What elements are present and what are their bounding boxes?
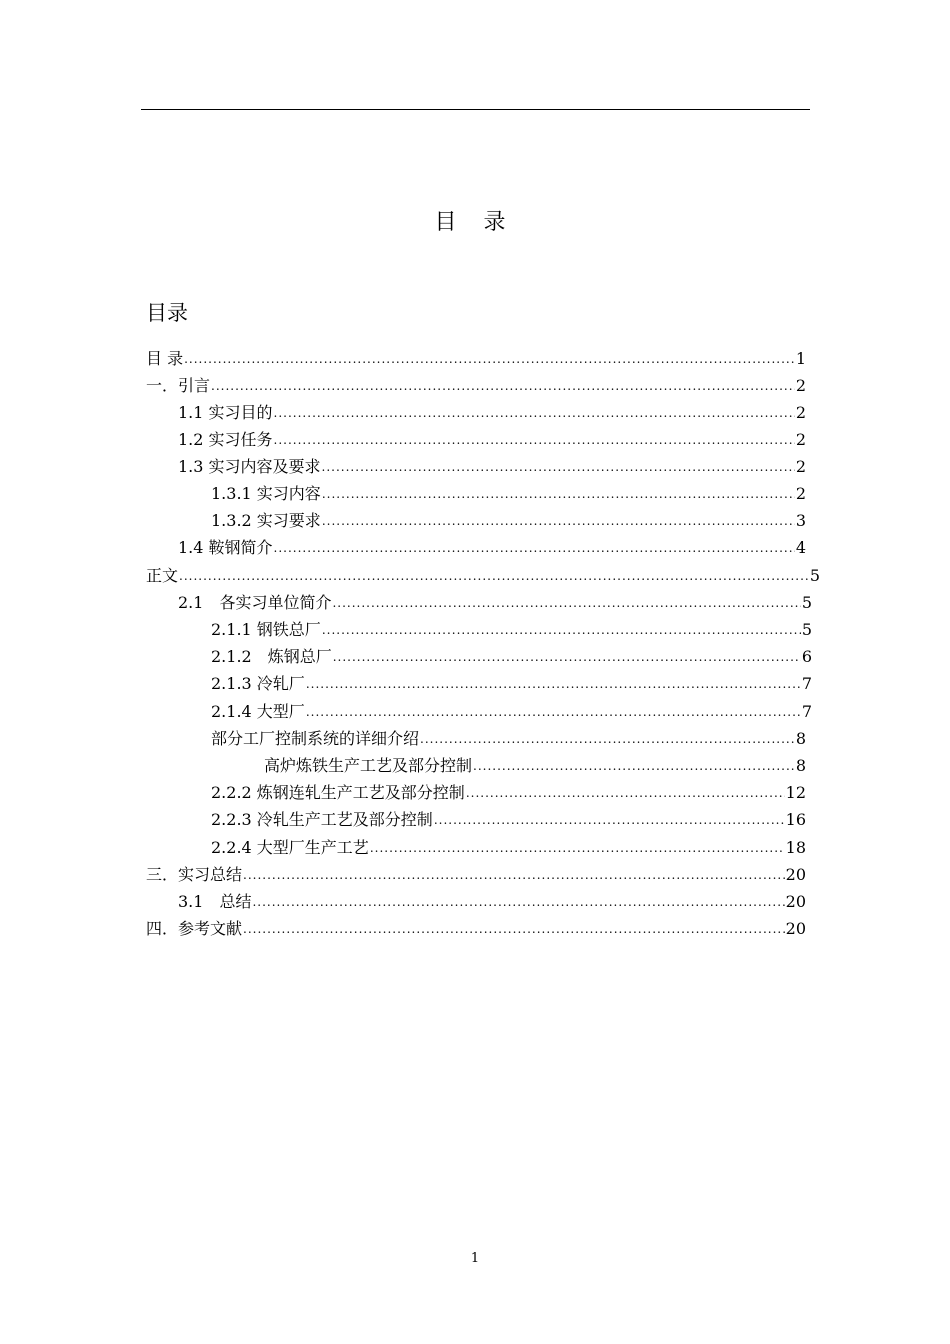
- toc-entry[interactable]: [211, 803, 806, 830]
- toc-entry[interactable]: [211, 831, 806, 858]
- toc-entry-page: 6: [801, 647, 812, 666]
- page-number: 1: [470, 1251, 480, 1266]
- toc-leader-dots: [243, 868, 785, 882]
- toc-entry-label: 2.1.1 钢铁总厂: [211, 620, 321, 639]
- toc-entry-label: 1.3.2 实习要求: [211, 511, 321, 530]
- toc-entry-label: 2.2.3 冷轧生产工艺及部分控制: [211, 810, 433, 829]
- toc-entry-page: 5: [801, 620, 812, 639]
- toc-entry-label: 部分工厂控制系统的详细介绍: [211, 729, 420, 748]
- toc-entry-label: 3.1 总结: [178, 892, 252, 911]
- toc-entry-label: 高炉炼铁生产工艺及部分控制: [264, 756, 473, 775]
- toc-leader-dots: [322, 514, 795, 528]
- toc-entry-page: 2: [795, 430, 806, 449]
- toc-entry-label: 1.3.1 实习内容: [211, 484, 321, 503]
- toc-entry-label: 2.1.2 炼钢总厂: [211, 647, 332, 666]
- toc-entry-page: 2: [795, 403, 806, 422]
- toc-leader-dots: [184, 352, 795, 366]
- toc-entry-label: 1.2 实习任务: [178, 430, 273, 449]
- toc-entry-page: 3: [795, 511, 806, 530]
- toc-leader-dots: [370, 841, 785, 855]
- toc-entry[interactable]: [146, 912, 806, 939]
- toc-entry-page: 20: [785, 919, 806, 938]
- toc-entry[interactable]: [178, 423, 806, 450]
- toc-entry-page: 2: [795, 484, 806, 503]
- toc-leader-dots: [322, 460, 795, 474]
- toc-entry-page: 18: [785, 838, 806, 857]
- toc-entry-label: 一．引言: [146, 376, 211, 395]
- toc-entry[interactable]: [178, 450, 806, 477]
- toc-leader-dots: [306, 705, 801, 719]
- toc-entry[interactable]: [146, 559, 820, 586]
- toc-entry[interactable]: [211, 722, 806, 749]
- toc-leader-dots: [466, 786, 785, 800]
- toc-leader-dots: [211, 379, 795, 393]
- toc-leader-dots: [434, 813, 785, 827]
- toc-leader-dots: [322, 487, 795, 501]
- toc-entry[interactable]: [146, 369, 806, 396]
- toc-entry-label: 1.4 鞍钢简介: [178, 538, 273, 557]
- toc-entry-page: 16: [785, 810, 806, 829]
- toc-entry-label: 正文: [146, 566, 179, 585]
- toc-entry-page: 4: [795, 538, 806, 557]
- toc-entry[interactable]: [211, 640, 812, 667]
- toc-entry-label: 三．实习总结: [146, 865, 243, 884]
- toc-entry[interactable]: [211, 776, 806, 803]
- toc-entry-page: 2: [795, 457, 806, 476]
- toc-leader-dots: [274, 433, 795, 447]
- toc-entry-label: 1.1 实习目的: [178, 403, 273, 422]
- toc-entry[interactable]: [211, 613, 812, 640]
- page-title: 目 录: [434, 210, 516, 235]
- toc-entry-page: 7: [801, 674, 812, 693]
- header-rule: [141, 109, 810, 110]
- toc-entry[interactable]: [146, 342, 806, 369]
- toc-leader-dots: [179, 569, 809, 583]
- toc-leader-dots: [333, 650, 801, 664]
- toc-leader-dots: [274, 541, 795, 555]
- toc-entry-label: 1.3 实习内容及要求: [178, 457, 321, 476]
- toc-entry[interactable]: [178, 586, 812, 613]
- toc-entry-page: 8: [795, 729, 806, 748]
- toc-entry-label: 2.1.3 冷轧厂: [211, 674, 305, 693]
- toc-leader-dots: [306, 677, 801, 691]
- toc-entry-label: 2.1 各实习单位简介: [178, 593, 332, 612]
- toc-entry[interactable]: [146, 858, 806, 885]
- toc-entry-page: 2: [795, 376, 806, 395]
- toc-entry[interactable]: [178, 885, 806, 912]
- toc-entry-page: 8: [795, 756, 806, 775]
- toc-entry[interactable]: [211, 504, 806, 531]
- toc-leader-dots: [274, 406, 795, 420]
- toc-entry-label: 四．参考文献: [146, 919, 243, 938]
- toc-leader-dots: [473, 759, 795, 773]
- toc-entry[interactable]: [211, 695, 812, 722]
- toc-leader-dots: [332, 596, 800, 610]
- toc-entry-label: 目 录: [146, 349, 184, 368]
- toc-leader-dots: [322, 623, 801, 637]
- toc-entry-page: 5: [801, 593, 812, 612]
- toc-entry-page: 12: [785, 783, 806, 802]
- toc-heading: 目录: [146, 301, 188, 325]
- toc-entry-page: 20: [785, 865, 806, 884]
- toc-entry-page: 5: [809, 566, 820, 585]
- toc-entry-page: 7: [801, 702, 812, 721]
- toc-entry[interactable]: [178, 396, 806, 423]
- toc-leader-dots: [420, 732, 795, 746]
- toc-entry-label: 2.2.4 大型厂生产工艺: [211, 838, 369, 857]
- toc-leader-dots: [243, 922, 785, 936]
- toc-entry-label: 2.2.2 炼钢连轧生产工艺及部分控制: [211, 783, 465, 802]
- toc-entry[interactable]: [211, 477, 806, 504]
- toc-entry[interactable]: [178, 531, 806, 558]
- toc-entry-page: 20: [785, 892, 806, 911]
- toc-entry-page: 1: [795, 349, 806, 368]
- toc-leader-dots: [252, 895, 784, 909]
- toc-entry[interactable]: [211, 667, 812, 694]
- toc-entry[interactable]: [264, 749, 806, 776]
- toc-entry-label: 2.1.4 大型厂: [211, 702, 305, 721]
